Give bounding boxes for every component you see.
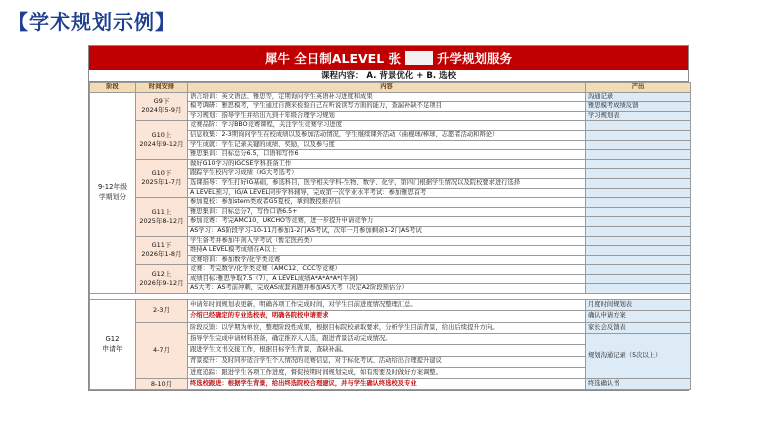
time-cell: 4-7月: [136, 322, 188, 378]
output-cell: 沟通记录: [586, 92, 691, 102]
content-cell: 跟进学生文书交接工作，根据目标学生背景，查缺补漏。: [188, 345, 586, 356]
stage-cell: G12 申请年: [90, 300, 136, 390]
table-row: [90, 322, 691, 333]
content-cell: 竞赛培训：参加数学/化学类竞赛: [188, 255, 586, 265]
content-cell: 阶段反馈：以学期为单位，整理阶段性成果，根据目标院校录取要求，分析学生目前背景，给出后续提升方向。: [188, 322, 586, 333]
output-cell: [586, 188, 691, 198]
output-cell: [586, 236, 691, 246]
time-cell: G9下 2024年5-9月: [136, 92, 188, 121]
sheet-banner: [89, 46, 688, 70]
header-stage: 阶段: [90, 83, 136, 93]
sheet-subtitle: 课程内容： A. 背景优化 + B. 选校: [89, 70, 688, 82]
output-cell: [586, 198, 691, 208]
content-cell: 学生成就：学生记录关键的成绩、奖励，以及参与度: [188, 140, 586, 150]
table-row: [90, 236, 691, 246]
output-cell: [586, 274, 691, 284]
content-cell: 做好G10学习的IGCSE学科准备工作: [188, 159, 586, 169]
content-cell: 信息收集：2-3期询问学生在校成绩以及参加活动情况，学生继续课外活动（曲棍球/棒球、志愿者活动和辩论）: [188, 130, 586, 140]
content-cell: 参加夏校：参加stem类或者G5夏校，拿到教授推荐信: [188, 198, 586, 208]
output-cell: [586, 130, 691, 140]
output-cell: [586, 246, 691, 256]
output-cell: [586, 226, 691, 236]
content-cell: 进度追踪：跟进学生各项工作进度，督促按期时间规划完成，如有需要及时做好方案调整。: [188, 367, 586, 378]
header-content: 内容: [188, 83, 586, 93]
output-cell: [586, 140, 691, 150]
output-cell: [586, 169, 691, 179]
redaction-block: [405, 51, 433, 65]
output-cell: 学习规划表: [586, 111, 691, 121]
output-cell: [586, 255, 691, 265]
content-cell: 成绩目标:雅思争取7.5（7），A LEVEL成绩A*A*A*A*(牛剑): [188, 274, 586, 284]
header-time: 时间安排: [136, 83, 188, 93]
content-cell: 跟踪学生校内学习成绩（IG大考选考）: [188, 169, 586, 179]
banner-right-text: 升学规划服务: [437, 51, 513, 66]
content-cell: 维持A LEVEL模考成绩在A以上: [188, 246, 586, 256]
content-cell: 介绍已经确定的专业选校表，明确各院校申请要求: [188, 311, 586, 322]
content-cell: 终选校跟进：根据学生背景，给出终选院校合理建议，并与学生确认终选校及专业: [188, 379, 586, 390]
table-row: [90, 265, 691, 275]
table-row: [90, 121, 691, 131]
time-cell: G12上 2026年9-12月: [136, 265, 188, 294]
header-output: 产出: [586, 83, 691, 93]
page-title: 【学术规划示例】: [8, 10, 176, 34]
time-cell: G10下 2025年1-7月: [136, 159, 188, 197]
output-cell: [586, 217, 691, 227]
content-cell: AS大考：AS考前冲刺，完成AS成套真题并参加AS大考（决定A2阶段预估分）: [188, 284, 586, 294]
table-row: [90, 159, 691, 169]
content-cell: 模考调研：雅思模考，学生通过自测来检验自己在听说读写方面的能力，查漏补缺不足项目: [188, 102, 586, 112]
content-cell: 雅思集训：目标总分7，写作口语6.5+: [188, 207, 586, 217]
output-cell: [586, 159, 691, 169]
content-cell: 竞赛：考完数学/化学类竞赛（AMC12、CCC等竞赛）: [188, 265, 586, 275]
output-cell: [586, 121, 691, 131]
output-cell: [586, 178, 691, 188]
content-cell: 背景提升：及时同步适合学生个人情况的竞赛信息，对于标化考试、活动给出合理提升建议: [188, 356, 586, 367]
content-cell: 指导学生完成申请材料准备，确定推荐人人选，跟进背景活动完成情况。: [188, 333, 586, 344]
content-cell: 竞赛品阶：学习BBO竞赛课程，关注学生竞赛学习进度: [188, 121, 586, 131]
content-cell: 雅思集训：目标总分6.5，口语和写作6: [188, 150, 586, 160]
output-cell: [586, 284, 691, 294]
content-cell: AS学习：AS阶段学习-10-11月参加1-2门AS考试，次年一月参加剩余1-2门AS考试: [188, 226, 586, 236]
section-application-year: [90, 300, 691, 390]
output-cell: 月度时间规划表: [586, 300, 691, 311]
content-cell: 学生备考并参加牛剑入学考试（暂定医药类）: [188, 236, 586, 246]
content-cell: 参加竞赛：考完AMC10、UKCHO等竞赛，进一步提升申请竞争力: [188, 217, 586, 227]
time-cell: G11下 2026年1-8月: [136, 236, 188, 265]
table-row: [90, 300, 691, 311]
output-cell: 终选确认书: [586, 379, 691, 390]
output-cell: [586, 150, 691, 160]
content-cell: A LEVEL预习，IG/A LEVEL同步学科辅导，完成第一次学业水平考试：参加雅思首考: [188, 188, 586, 198]
time-cell: G10上 2024年9-12月: [136, 121, 188, 159]
table-header-row: [90, 83, 691, 93]
planning-sheet: [88, 45, 689, 391]
time-cell: 2-3月: [136, 300, 188, 323]
table-row: [90, 379, 691, 390]
output-cell: 确认申请方案: [586, 311, 691, 322]
content-cell: 申请年时间规划表更新，明确各项工作完成时间，对学生目前进度情况整理汇总。: [188, 300, 586, 311]
content-cell: 选课指导：学生打好IG基础，参选科目，医学相关学科-生物、数学、化学，第四门根据学生情况以及院校要求进行选择: [188, 178, 586, 188]
time-cell: G11上 2025年8-12月: [136, 198, 188, 236]
output-cell: 雅思模考成绩反馈: [586, 102, 691, 112]
planning-table: [89, 82, 691, 390]
stage-cell: 9-12年级 学期划分: [90, 92, 136, 293]
content-cell: 语言培训：英文语法、雅思等，定期询问学生英语补习进度和成果: [188, 92, 586, 102]
table-row: [90, 92, 691, 102]
table-row: [90, 198, 691, 208]
output-cell-merged: 规划沟通记录（5次以上）: [586, 333, 691, 378]
output-cell: [586, 207, 691, 217]
output-cell: [586, 265, 691, 275]
time-cell: 8-10月: [136, 379, 188, 390]
section-grade-plan: [90, 92, 691, 293]
output-cell: 家长会反馈表: [586, 322, 691, 333]
banner-left-text: 犀牛 全日制ALEVEL 张: [264, 51, 402, 66]
content-cell: 学习规划：指导学生并给出九到十年级合理学习规划: [188, 111, 586, 121]
